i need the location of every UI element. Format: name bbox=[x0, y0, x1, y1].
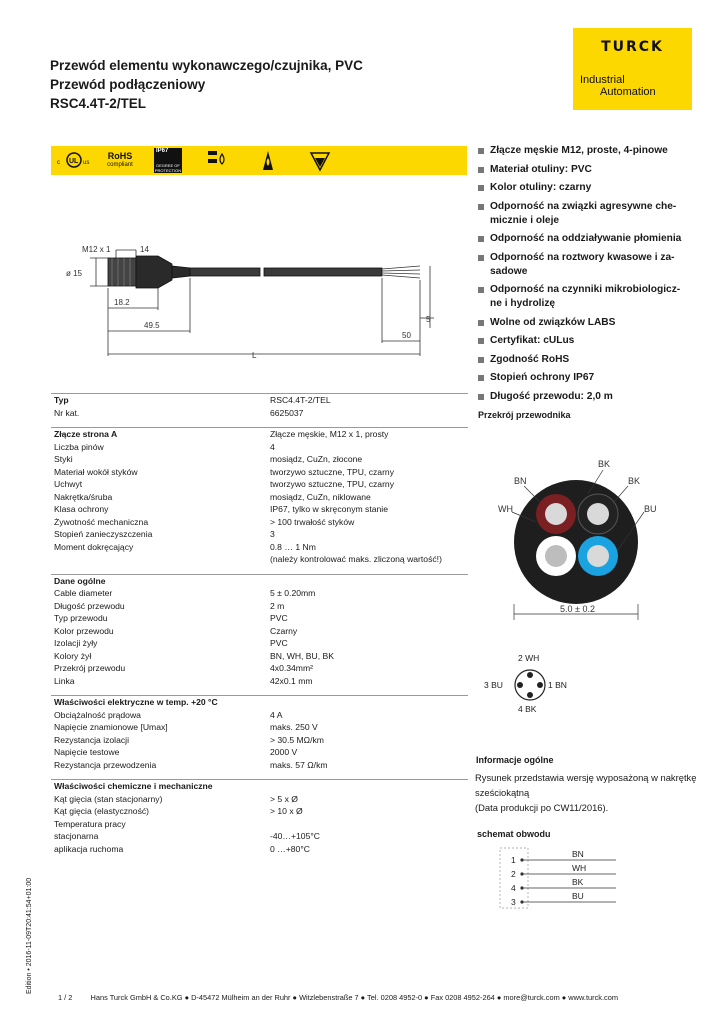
svg-text:c: c bbox=[57, 160, 60, 166]
circuit-wire: BN bbox=[572, 849, 584, 859]
cs-label-bk-top: BK bbox=[598, 459, 611, 469]
circuit-wire: WH bbox=[572, 863, 587, 873]
tagline-line-1: Industrial bbox=[580, 74, 625, 86]
tagline bbox=[580, 74, 656, 98]
feature-item: Stopień ochrony IP67 bbox=[478, 371, 698, 385]
circuit-heading: schemat obwodu bbox=[477, 829, 551, 839]
spec-section-general: Dane ogólne bbox=[51, 574, 468, 588]
spec-row: Typ przewodu PVC bbox=[54, 613, 288, 623]
spec-row: Klasa ochrony IP67, tylko w skręconym stanie bbox=[54, 504, 388, 514]
cs-label-bn: BN bbox=[514, 476, 527, 486]
pin-label-top: 2 WH bbox=[518, 653, 540, 663]
company-info: Hans Turck GmbH & Co.KG ● D-45472 Mülheim an der Ruhr ● Witzlebenstraße 7 ● Tel. 0208 4952-0 ● Fax 0208 4952-264 ● more@turck.com ● www.turck.com bbox=[90, 993, 618, 1002]
pin-label-left: 3 BU bbox=[484, 680, 503, 690]
tagline-line-2: Automation bbox=[600, 86, 656, 98]
flame-retardant-icon bbox=[256, 148, 280, 173]
spec-row: Rezystancja przewodzenia maks. 57 Ω/km bbox=[54, 759, 328, 770]
spec-row: Izolacji żyły PVC bbox=[54, 638, 288, 648]
rohs-sub: compliant bbox=[107, 162, 133, 168]
circuit-wire: BK bbox=[572, 877, 584, 887]
ip67-icon bbox=[154, 148, 182, 173]
logo-word: TURCK bbox=[601, 39, 664, 55]
oil-resistant-icon bbox=[206, 148, 230, 173]
feature-item: Wolne od związków LABS bbox=[478, 316, 698, 330]
dim-diameter: ø 15 bbox=[66, 269, 83, 278]
circuit-pin: 4 bbox=[511, 883, 516, 893]
pin-label-bottom: 4 BK bbox=[518, 704, 537, 714]
circuit-pin: 2 bbox=[511, 869, 516, 879]
spec-row: Kolory żył BN, WH, BU, BK bbox=[54, 650, 334, 661]
svg-text:us: us bbox=[83, 160, 90, 166]
certification-icon-strip bbox=[51, 146, 467, 175]
feature-item: Długość przewodu: 2,0 m bbox=[478, 390, 698, 404]
cs-label-wh: WH bbox=[498, 504, 513, 514]
feature-item: Odporność na roztwory kwasowe i za- sadowe bbox=[478, 251, 698, 279]
info-text: Rysunek przedstawia wersję wyposażoną w nakrętkę sześciokątną bbox=[475, 772, 697, 798]
svg-text:UL: UL bbox=[69, 158, 79, 165]
spec-row: Kąt gięcia (stan stacjonarny) > 5 x Ø bbox=[54, 793, 298, 804]
spec-row: Cable diameter 5 ± 0.20mm bbox=[54, 588, 316, 598]
cs-label-bu: BU bbox=[644, 504, 657, 514]
info-text-block bbox=[475, 770, 705, 815]
spec-row: aplikacja ruchoma 0 …+80°C bbox=[54, 843, 310, 854]
spec-row: (należy kontrolować maks. zliczoną wartość!) bbox=[270, 554, 442, 564]
document-title bbox=[50, 56, 363, 113]
spec-row: Kąt gięcia (elastyczność) > 10 x Ø bbox=[54, 806, 303, 816]
circuit-wire: BU bbox=[572, 891, 584, 901]
rohs-label: RoHS bbox=[107, 151, 133, 161]
spec-table bbox=[51, 393, 468, 855]
spec-row: Żywotność mechaniczna > 100 trwałość styków bbox=[54, 516, 355, 527]
rohs-icon bbox=[101, 148, 139, 173]
dim-50: 50 bbox=[402, 331, 411, 340]
spec-row: Długość przewodu 2 m bbox=[54, 600, 285, 611]
spec-row: Liczba pinów 4 bbox=[54, 441, 275, 452]
feature-item: Odporność na oddziaływanie płomienia bbox=[478, 232, 698, 246]
feature-item: Materiał otuliny: PVC bbox=[478, 163, 698, 177]
chemical-resistant-icon bbox=[308, 148, 332, 173]
spec-section-connector: Złącze strona A Złącze męskie, M12 x 1, prosty bbox=[51, 427, 468, 441]
title-line-1: Przewód elementu wykonawczego/czujnika, PVC bbox=[50, 58, 363, 73]
feature-item: Odporność na czynniki mikrobiologicz- ne i hydrolizę bbox=[478, 283, 698, 311]
cross-section-diagram bbox=[478, 450, 688, 630]
spec-row: stacjonarna -40…+105°C bbox=[54, 831, 321, 841]
info-date: (Data produkcji po CW11/2016). bbox=[475, 802, 609, 813]
circuit-pin: 3 bbox=[511, 897, 516, 907]
spec-row: Nakrętka/śruba mosiądz, CuZn, niklowane bbox=[54, 491, 371, 502]
spec-row: Przekrój przewodu 4x0.34mm² bbox=[54, 663, 313, 673]
footer bbox=[58, 993, 618, 1002]
circuit-pin: 1 bbox=[511, 855, 516, 865]
dim-l: L bbox=[252, 351, 257, 360]
feature-item: Odporność na związki agresywne che- micznie i oleje bbox=[478, 200, 698, 228]
dim-wrench: 14 bbox=[140, 245, 149, 254]
page-number: 1 / 2 bbox=[58, 993, 73, 1002]
feature-item: Certyfikat: cULus bbox=[478, 334, 698, 348]
spec-row: Linka 42x0.1 mm bbox=[54, 675, 313, 686]
ip67-sub: DEGREE OF PROTECTION bbox=[154, 163, 182, 173]
circuit-diagram bbox=[498, 844, 628, 910]
dim-m12: M12 x 1 bbox=[82, 245, 111, 254]
spec-row: Materiał wokół styków tworzywo sztuczne, TPU, czarny bbox=[54, 466, 395, 477]
spec-row: Stopień zanieczyszczenia 3 bbox=[54, 529, 275, 539]
pinout-diagram bbox=[482, 650, 582, 718]
spec-row: Styki mosiądz, CuZn, złocone bbox=[54, 454, 363, 464]
spec-row: Kolor przewodu Czarny bbox=[54, 625, 298, 636]
info-heading: Informacje ogólne bbox=[476, 755, 554, 765]
dim-18-2: 18.2 bbox=[114, 298, 130, 307]
dim-5: 5 bbox=[426, 315, 431, 324]
spec-row: Temperatura pracy bbox=[54, 818, 126, 829]
cul-us-icon bbox=[54, 148, 94, 173]
feature-list bbox=[478, 144, 698, 408]
spec-row: Typ RSC4.4T-2/TEL bbox=[51, 393, 468, 407]
spec-row: Obciążalność prądowa 4 A bbox=[54, 709, 283, 720]
edition-stamp: Edition • 2016-11-09T20:41:54+01:00 bbox=[26, 877, 33, 994]
pin-label-right: 1 BN bbox=[548, 680, 567, 690]
feature-item: Zgodność RoHS bbox=[478, 353, 698, 367]
title-line-3: RSC4.4T-2/TEL bbox=[50, 96, 147, 111]
spec-section-electrical: Właściwości elektryczne w temp. +20 °C bbox=[51, 695, 468, 709]
feature-item: Kolor otuliny: czarny bbox=[478, 181, 698, 195]
spec-row: Napięcie znamionowe [Umax] maks. 250 V bbox=[54, 722, 318, 732]
cross-section-heading: Przekrój przewodnika bbox=[478, 410, 571, 420]
title-line-2: Przewód podłączeniowy bbox=[50, 77, 206, 92]
spec-row: Napięcie testowe 2000 V bbox=[54, 747, 298, 757]
dim-49-5: 49.5 bbox=[144, 321, 160, 330]
ip67-label: IP67 bbox=[156, 148, 169, 154]
cs-label-bk: BK bbox=[628, 476, 641, 486]
cs-dimension: 5.0 ± 0.2 bbox=[560, 604, 595, 614]
spec-row: Nr kat. 6625037 bbox=[54, 407, 304, 418]
spec-row: Rezystancja izolacji > 30.5 MΩ/km bbox=[54, 734, 324, 745]
feature-item: Złącze męskie M12, proste, 4-pinowe bbox=[478, 144, 698, 158]
spec-row: Uchwyt tworzywo sztuczne, TPU, czarny bbox=[54, 479, 395, 489]
dimension-drawing bbox=[60, 238, 450, 366]
spec-section-chemical: Właściwości chemiczne i mechaniczne bbox=[51, 779, 468, 793]
spec-row: Moment dokręcający 0.8 … 1 Nm bbox=[54, 541, 316, 552]
